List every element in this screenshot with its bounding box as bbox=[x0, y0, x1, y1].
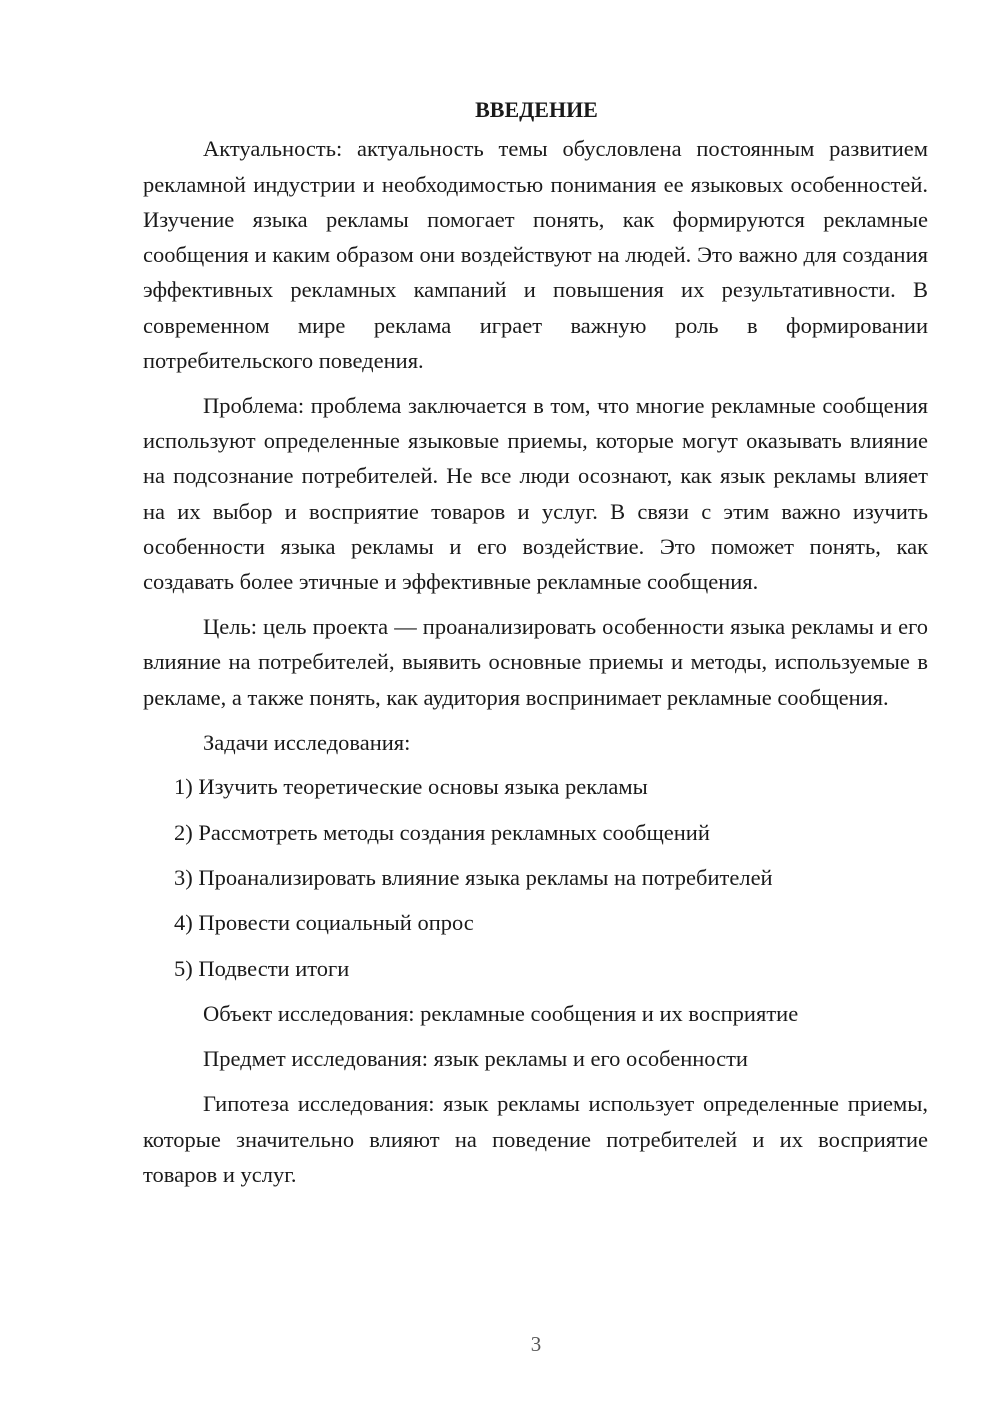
task-item: 3) Проанализировать влияние языка рекламы на потребителей bbox=[174, 864, 773, 890]
hypothesis-paragraph: Гипотеза исследования: язык рекламы использует определенные приемы, которые значительно влияют на поведение потребителей и их восприятие товаров и услуг. bbox=[143, 1091, 928, 1188]
task-item: 1) Изучить теоретические основы языка рекламы bbox=[174, 774, 648, 800]
goal-paragraph: Цель: цель проекта — проанализировать особенности языка рекламы и его влияние на потребителей, выявить основные приемы и методы, используемые в рекламе, а также понять, как аудитория воспринимает рекламные сообщения. bbox=[143, 614, 928, 710]
page-number: 3 bbox=[530, 1332, 542, 1356]
task-item: 2) Рассмотреть методы создания рекламных сообщений bbox=[174, 819, 710, 845]
object-line: Объект исследования: рекламные сообщения и их восприятие bbox=[203, 1000, 799, 1026]
subject-line: Предмет исследования: язык рекламы и его особенности bbox=[203, 1046, 748, 1072]
tasks-title: Задачи исследования: bbox=[203, 729, 411, 755]
task-item: 4) Провести социальный опрос bbox=[174, 910, 474, 936]
task-item: 5) Подвести итоги bbox=[174, 955, 350, 981]
tasks-list bbox=[143, 769, 928, 985]
problem-paragraph: Проблема: проблема заключается в том, что многие рекламные сообщения используют определенные языковые приемы, которые могут оказывать влияние на подсознание потребителей. Не все люди осознают, как язык рекламы влияет на их выбор и восприятие товаров и услуг. В связи с этим важно изучить особенности языка рекламы и его воздействие. Это поможет понять, как создавать более этичные и эффективные рекламные сообщения. bbox=[143, 392, 928, 595]
document-page bbox=[143, 92, 928, 1202]
relevance-paragraph: Актуальность: актуальность темы обусловлена постоянным развитием рекламной индустрии и необходимостью понимания ее языковых особенностей. Изучение языка рекламы помогает понять, как формируются рекламные сообщения и каким образом они воздействуют на людей. Это важно для создания эффективных рекламных кампаний и повышения их результативности. В современном мире реклама играет важную роль в формировании потребительского поведения. bbox=[143, 136, 928, 374]
page-title: ВВЕДЕНИЕ bbox=[475, 97, 598, 122]
